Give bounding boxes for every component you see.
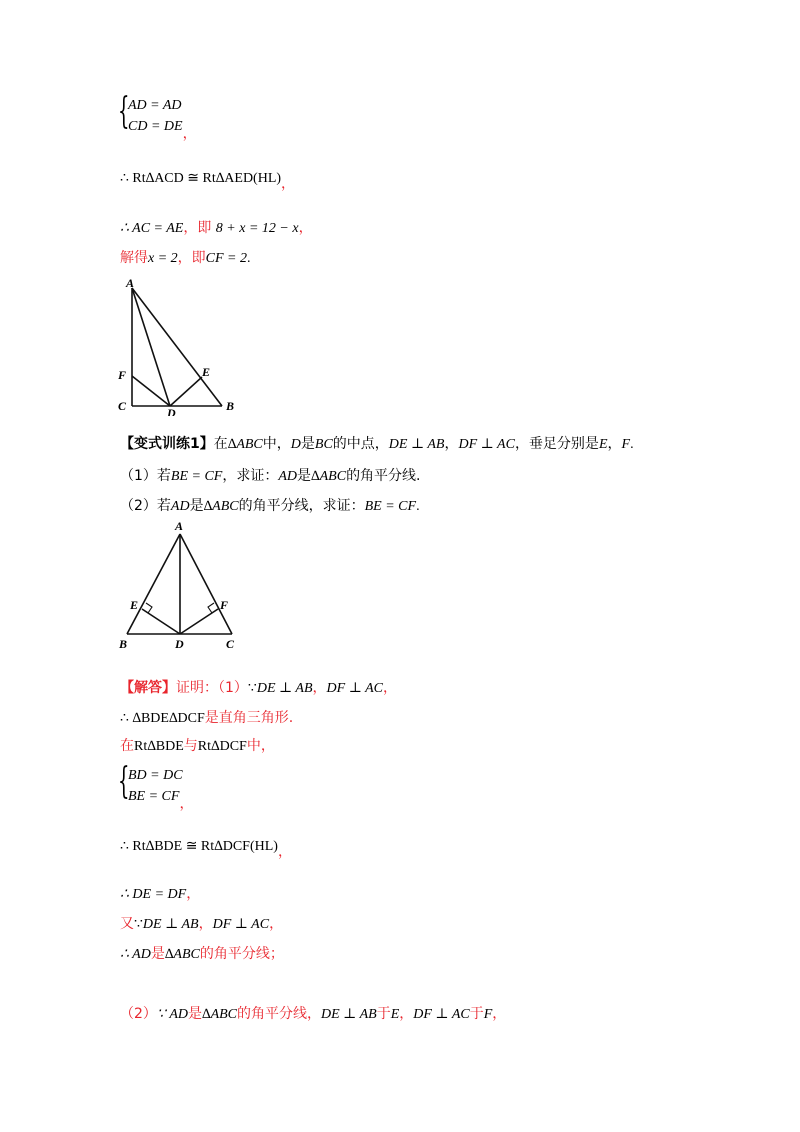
fig2-label-b: B — [119, 637, 128, 651]
fig1-label-e: E — [202, 365, 211, 379]
question-1: （1）若BE = CF，求证：AD是∆ABC的角平分线. — [120, 468, 421, 484]
system-line: BD = DC — [128, 768, 183, 783]
solution-line-3: 在Rt∆BDE与Rt∆DCF中， — [120, 738, 275, 754]
system-line: AD = AD — [128, 98, 182, 113]
congruence-line-1: ∴ Rt∆ACD ≅ Rt∆AED(HL)， — [120, 171, 296, 192]
fig1-label-c: C — [118, 399, 127, 413]
conclusion-line: ∴ AD是∆ABC的角平分线； — [120, 946, 284, 962]
fig2-label-d: D — [175, 637, 184, 651]
system-brace-1: { — [118, 91, 130, 132]
fig1-label-d: D — [167, 406, 176, 416]
solution-line-2: ∴ ∆BDE∆DCF是直角三角形. — [120, 710, 294, 726]
de-equals-df-line: ∴ DE = DF， — [120, 886, 201, 902]
fig2-label-c: C — [226, 637, 235, 651]
fig2-label-a: A — [175, 519, 184, 533]
fig1-label-a: A — [126, 276, 135, 290]
system-line: BE = CF， — [128, 789, 194, 812]
question-2: （2）若AD是∆ABC的角平分线，求证：BE = CF. — [120, 498, 420, 514]
equation-line-1: ∴ AC = AE，即 8 + x = 12 − x， — [120, 220, 313, 236]
variant-statement: 【变式训练1】在∆ABC中，D是BC的中点，DE ⊥ AB，DF ⊥ AC，垂足分别是E，F. — [120, 436, 634, 452]
part2-line: （2）∵ AD是∆ABC的角平分线，DE ⊥ AB于E，DF ⊥ AC于F， — [120, 1006, 507, 1022]
solve-line: 解得x = 2，即CF = 2. — [120, 250, 251, 266]
also-line: 又∵DE ⊥ AB，DF ⊥ AC， — [120, 916, 284, 932]
congruence-line-2: ∴ Rt∆BDE ≅ Rt∆DCF(HL)， — [120, 839, 292, 860]
solution-header: 【解答】证明：（1）∵DE ⊥ AB，DF ⊥ AC， — [120, 680, 397, 696]
fig2-label-e: E — [130, 598, 139, 612]
figure-right-triangle — [112, 276, 242, 416]
system-line: CD = DE， — [128, 119, 197, 142]
equation-system-2 — [128, 766, 194, 812]
system-brace-2: { — [118, 761, 130, 802]
fig2-label-f: F — [220, 598, 229, 612]
fig1-label-b: B — [226, 399, 235, 413]
fig1-label-f: F — [118, 368, 127, 382]
figure-isosceles-triangle — [115, 516, 245, 656]
equation-system-1 — [128, 96, 197, 142]
